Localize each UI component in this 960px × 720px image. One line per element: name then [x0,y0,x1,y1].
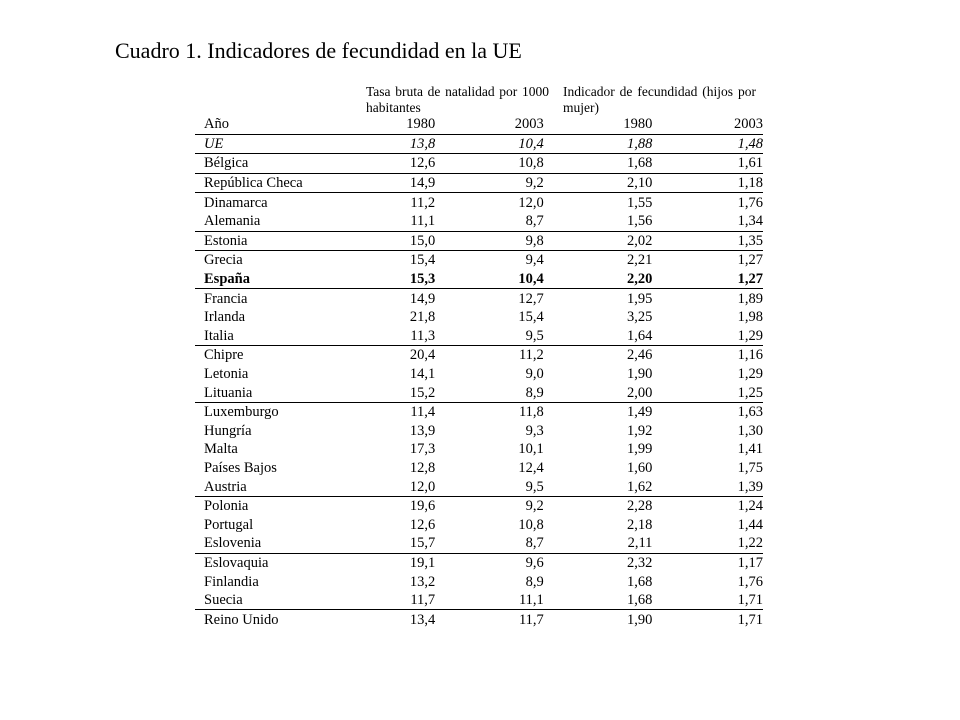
cell-natalidad-2003: 10,8 [435,154,544,174]
cell-natalidad-2003: 11,8 [518,404,544,421]
table-row [195,193,763,212]
cell-fecundidad-2003: 1,18 [652,173,763,193]
table-row [195,365,763,384]
cell-natalidad-2003: 12,4 [518,459,544,476]
cell-fecundidad-1980: 2,10 [544,173,653,193]
country-name: Grecia [204,252,243,269]
cell-natalidad-2003: 9,5 [435,477,544,496]
cell-fecundidad-1980: 1,90 [627,366,653,383]
cell-fecundidad-2003: 1,71 [737,611,763,628]
country-name: Estonia [195,231,358,251]
cell-natalidad-1980: 11,3 [358,327,435,346]
country-name: Hungría [204,422,252,439]
table-row [195,515,763,534]
table-row [195,402,763,421]
cell-natalidad-2003: 10,4 [435,270,544,289]
table-row [195,154,763,174]
cell-fecundidad-2003: 1,29 [652,327,763,346]
cell-natalidad-2003: 8,9 [435,383,544,402]
cell-natalidad-2003: 8,7 [435,212,544,231]
fertility-table [195,115,763,629]
cell-fecundidad-2003: 1,76 [737,194,763,211]
cell-fecundidad-1980: 2,00 [544,383,653,402]
cell-natalidad-2003: 15,4 [518,309,544,326]
cell-fecundidad-2003: 1,34 [652,212,763,231]
cell-natalidad-1980: 11,4 [410,404,436,421]
country-name: Irlanda [204,309,246,326]
cell-fecundidad-1980: 1,49 [627,404,653,421]
cell-natalidad-1980: 15,0 [358,231,435,251]
country-name: Lituania [195,383,358,402]
cell-fecundidad-2003: 1,76 [737,573,763,590]
cell-natalidad-1980: 12,6 [409,516,436,533]
cell-fecundidad-1980: 1,68 [544,154,653,174]
cell-natalidad-1980: 11,7 [358,591,435,610]
cell-fecundidad-1980: 2,28 [627,498,653,515]
cell-natalidad-1980: 15,3 [358,270,435,289]
column-header-natalidad-1980: 1980 [358,115,435,134]
cell-fecundidad-1980: 1,68 [544,591,653,610]
cell-fecundidad-2003: 1,35 [652,231,763,251]
country-name: Luxemburgo [204,404,279,421]
cell-fecundidad-1980: 2,21 [627,252,653,269]
country-name: Francia [204,290,248,307]
country-name: Reino Unido [204,611,279,628]
country-name: Eslovenia [195,534,358,553]
country-name: Polonia [204,498,249,515]
cell-natalidad-1980: 12,6 [358,154,435,174]
cell-fecundidad-1980: 1,99 [627,441,653,458]
cell-natalidad-1980: 14,9 [409,290,436,307]
cell-natalidad-2003: 11,7 [518,611,544,628]
cell-natalidad-1980: 14,1 [409,366,436,383]
cell-fecundidad-2003: 1,63 [737,404,763,421]
cell-natalidad-1980: 13,4 [409,611,436,628]
cell-natalidad-1980: 17,3 [409,441,436,458]
country-name: UE [195,134,358,154]
cell-natalidad-1980: 19,6 [409,498,436,515]
cell-fecundidad-2003: 1,16 [737,347,763,364]
table-row [195,422,763,441]
country-name: Países Bajos [204,459,277,476]
cell-natalidad-2003: 10,8 [518,516,544,533]
cell-natalidad-1980: 15,4 [409,252,436,269]
cell-fecundidad-2003: 1,17 [737,554,763,571]
cell-natalidad-1980: 15,7 [358,534,435,553]
cell-fecundidad-2003: 1,29 [737,366,763,383]
cell-natalidad-2003: 8,7 [435,534,544,553]
country-name: Chipre [204,347,244,364]
table-row [195,346,763,365]
table-row [195,173,763,193]
country-name: Portugal [204,516,254,533]
country-name: Suecia [195,591,358,610]
table-row [195,591,763,610]
cell-fecundidad-1980: 2,02 [544,231,653,251]
country-name: Eslovaquia [204,554,269,571]
cell-natalidad-1980: 20,4 [409,347,436,364]
table-row [195,308,763,327]
cell-natalidad-2003: 8,9 [525,573,544,590]
cell-natalidad-2003: 9,8 [435,231,544,251]
column-header-year: Año [195,115,358,134]
cell-fecundidad-1980: 2,46 [627,347,653,364]
country-name: Letonia [204,366,249,383]
cell-natalidad-2003: 12,7 [518,290,544,307]
cell-fecundidad-2003: 1,48 [652,134,763,154]
page-title: Cuadro 1. Indicadores de fecundidad en la UE [115,38,522,63]
cell-fecundidad-1980: 1,60 [627,459,653,476]
cell-fecundidad-1980: 2,32 [627,554,653,571]
country-name: Austria [195,477,358,496]
column-group-header-fecundidad: Indicador de fecundidad (hijos por mujer) [563,84,756,115]
cell-fecundidad-2003: 1,71 [652,591,763,610]
cell-natalidad-1980: 21,8 [409,309,436,326]
table-row [195,327,763,346]
table-row [195,383,763,402]
cell-natalidad-1980: 13,2 [409,573,436,590]
table-row [195,610,763,629]
table-row [195,134,763,154]
column-header-natalidad-2003: 2003 [435,115,544,134]
cell-fecundidad-1980: 1,90 [627,611,653,628]
cell-fecundidad-2003: 1,89 [737,290,763,307]
cell-natalidad-2003: 9,0 [525,366,544,383]
table-row [195,440,763,459]
cell-fecundidad-1980: 1,92 [627,422,653,439]
cell-fecundidad-1980: 2,11 [544,534,653,553]
table-header-row [195,115,763,134]
cell-natalidad-2003: 11,2 [518,347,544,364]
cell-fecundidad-1980: 1,56 [544,212,653,231]
table-row [195,251,763,270]
table-row [195,496,763,515]
cell-natalidad-2003: 9,6 [525,554,544,571]
cell-fecundidad-1980: 1,55 [627,194,653,211]
table-row [195,289,763,308]
cell-natalidad-1980: 15,2 [358,383,435,402]
cell-natalidad-2003: 10,4 [435,134,544,154]
cell-fecundidad-1980: 1,68 [627,573,653,590]
cell-fecundidad-2003: 1,75 [737,459,763,476]
country-name: Alemania [195,212,358,231]
cell-fecundidad-2003: 1,39 [652,477,763,496]
table-row [195,212,763,231]
country-name: España [195,270,358,289]
cell-natalidad-1980: 19,1 [409,554,436,571]
cell-fecundidad-1980: 2,20 [544,270,653,289]
cell-natalidad-2003: 9,2 [525,498,544,515]
cell-fecundidad-2003: 1,44 [737,516,763,533]
column-header-fecundidad-2003: 2003 [652,115,763,134]
table-row [195,270,763,289]
cell-natalidad-2003: 10,1 [518,441,544,458]
cell-natalidad-2003: 12,0 [518,194,544,211]
cell-natalidad-2003: 9,5 [435,327,544,346]
cell-fecundidad-1980: 1,88 [544,134,653,154]
cell-fecundidad-2003: 1,22 [652,534,763,553]
cell-fecundidad-1980: 1,62 [544,477,653,496]
country-name: Malta [204,441,238,458]
cell-fecundidad-1980: 1,95 [627,290,653,307]
table-row [195,231,763,251]
cell-fecundidad-2003: 1,30 [737,422,763,439]
country-name: Bélgica [195,154,358,174]
cell-natalidad-1980: 11,1 [358,212,435,231]
cell-natalidad-1980: 12,8 [409,459,436,476]
cell-fecundidad-2003: 1,41 [737,441,763,458]
cell-natalidad-1980: 11,2 [410,194,436,211]
cell-natalidad-2003: 9,4 [525,252,544,269]
cell-natalidad-1980: 12,0 [358,477,435,496]
column-group-header-natalidad: Tasa bruta de natalidad por 1000 habitantes [366,84,549,115]
table-row [195,477,763,496]
cell-natalidad-2003: 9,2 [435,173,544,193]
cell-natalidad-2003: 11,1 [435,591,544,610]
country-name: República Checa [195,173,358,193]
country-name: Dinamarca [204,194,268,211]
table-row [195,572,763,591]
country-name: Italia [195,327,358,346]
cell-natalidad-1980: 13,9 [409,422,436,439]
cell-natalidad-1980: 13,8 [358,134,435,154]
cell-fecundidad-1980: 2,18 [627,516,653,533]
cell-fecundidad-2003: 1,61 [652,154,763,174]
column-header-fecundidad-1980: 1980 [544,115,653,134]
cell-fecundidad-2003: 1,98 [737,309,763,326]
country-name: Finlandia [204,573,259,590]
cell-fecundidad-1980: 1,64 [544,327,653,346]
cell-fecundidad-2003: 1,27 [652,270,763,289]
cell-fecundidad-2003: 1,24 [737,498,763,515]
table-row [195,534,763,553]
cell-natalidad-2003: 9,3 [525,422,544,439]
cell-fecundidad-2003: 1,27 [737,252,763,269]
cell-fecundidad-2003: 1,25 [652,383,763,402]
table-row [195,553,763,572]
cell-natalidad-1980: 14,9 [358,173,435,193]
cell-fecundidad-1980: 3,25 [627,309,653,326]
table-row [195,459,763,478]
